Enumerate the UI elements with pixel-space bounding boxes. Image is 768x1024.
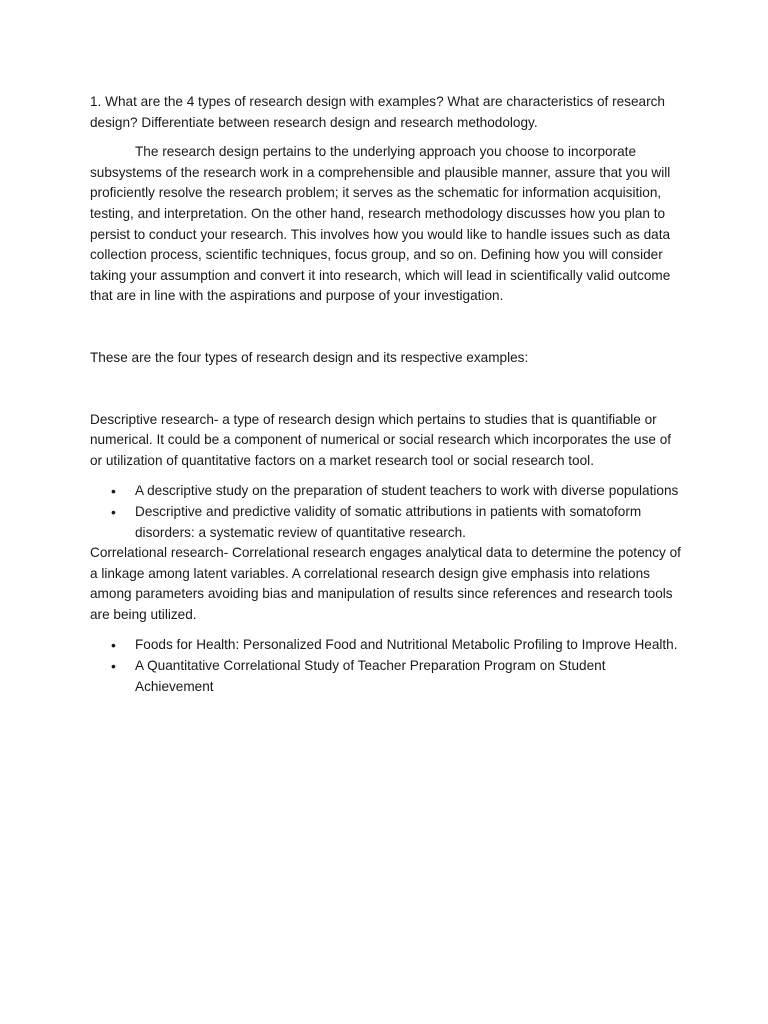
correlational-examples-list — [90, 635, 682, 697]
list-item: • Descriptive and predictive validity of somatic attributions in patients with somatoform disorders: a systematic review of quantitative research. — [135, 502, 682, 543]
answer-paragraph: The research design pertains to the underlying approach you choose to incorporate subsystems of the research work in a comprehensible and plausible manner, assure that you will proficiently resolve the research problem; it serves as the schematic for information acquisition, testing, and interpretation. On the other hand, research methodology discusses how you plan to persist to conduct your research. This involves how you would like to handle issues such as data collection process, scientific techniques, focus group, and so on. Defining how you will consider taking your assumption and convert it into research, which will lead in scientifically valid outcome that are in line with the aspirations and purpose of your investigation. — [90, 144, 671, 304]
list-item: • A descriptive study on the preparation of student teachers to work with diverse populations — [135, 481, 682, 502]
descriptive-research-description: Descriptive research- a type of research design which pertains to studies that is quantifiable or numerical. It could be a component of numerical or social research which incorporates the use of or utilization of quantitative factors on a market research tool or social research tool. — [90, 411, 672, 468]
types-intro: These are the four types of research design and its respective examples: — [90, 349, 529, 365]
question-heading: 1. What are the 4 types of research design with examples? What are characteristics of research design? Differentiate between research design and research methodology. — [90, 94, 665, 130]
list-item: • Foods for Health: Personalized Food and Nutritional Metabolic Profiling to Improve Health. — [135, 635, 682, 656]
list-item: • A Quantitative Correlational Study of Teacher Preparation Program on Student Achievement — [135, 656, 682, 697]
document-page — [90, 92, 682, 697]
correlational-research-description: Correlational research- Correlational research engages analytical data to determine the potency of a linkage among latent variables. A correlational research design give emphasis into relations among parameters avoiding bias and manipulation of results since references and research tools are being utilized. — [90, 545, 681, 622]
descriptive-examples-list — [90, 481, 682, 543]
